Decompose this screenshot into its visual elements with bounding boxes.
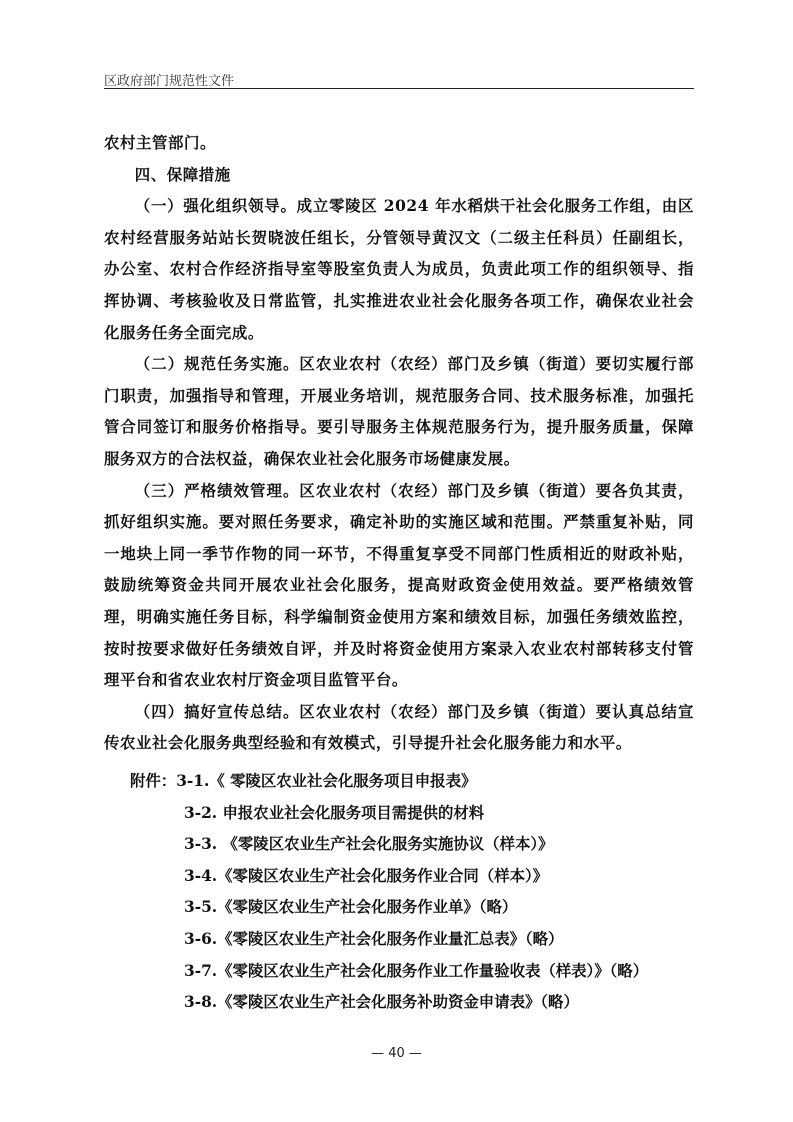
body-paragraph: （一）强化组织领导。成立零陵区 2024 年水稻烘干社会化服务工作组，由区农村经营服务站站长贺晓波任组长，分管领导黄汉文（二级主任科员）任副组长，办公室、农村合作经济指导室等股室负责人为成员，负责此项工作的组织领导、指挥协调、考核验收及日常监管，扎实推进农业社会化服务各项工作，确保农业社会化服务任务全面完成。 (104, 197, 694, 342)
body-paragraph: （三）严格绩效管理。区农业农村（农经）部门及乡镇（街道）要各负其责，抓好组织实施。要对照任务要求，确定补助的实施区域和范围。严禁重复补贴，同一地块上同一季节作物的同一环节，不得重复享受不同部门性质相近的财政补贴，鼓励统筹资金共同开展农业社会化服务，提高财政资金使用效益。要严格绩效管理，明确实施任务目标，科学编制资金使用方案和绩效目标，加强任务绩效监控，按时按要求做好任务绩效自评，并及时将资金使用方案录入农业农村部转移支付管理平台和省农业农村厅资金项目监管平台。 (104, 481, 694, 690)
attachment-item: 3-4.《零陵区农业生产社会化服务作业合同（样本）》 (184, 866, 549, 885)
document-body (104, 128, 694, 760)
page-number: — 40 — (371, 1046, 422, 1061)
attachment-list (104, 766, 694, 1019)
body-paragraph: （二）规范任务实施。区农业农村（农经）部门及乡镇（街道）要切实履行部门职责，加强指导和管理，开展业务培训，规范服务合同、技术服务标准，加强托管合同签订和服务价格指导。要引导服务主体规范服务行为，提升服务质量，保障服务双方的合法权益，确保农业社会化服务市场健康发展。 (104, 355, 694, 468)
section-heading: 四、保障措施 (134, 165, 231, 184)
attachment-label: 附件： (130, 772, 177, 790)
attachment-item (104, 766, 694, 798)
header-divider (104, 88, 694, 89)
attachment-item: 3-8.《零陵区农业生产社会化服务补助资金申请表》（略） (184, 993, 579, 1012)
attachment-item: 3-5.《零陵区农业生产社会化服务作业单》（略） (184, 898, 518, 917)
attachment-item: 3-7.《零陵区农业生产社会化服务作业工作量验收表（样表）》（略） (184, 961, 649, 980)
attachment-item: 3-6.《零陵区农业生产社会化服务作业量汇总表》（略） (184, 929, 564, 948)
attachment-title: 3-1.《 零陵区农业社会化服务项目申报表》 (176, 772, 477, 790)
attachment-item: 3-3. 《零陵区农业生产社会化服务实施协议（样本）》 (184, 835, 554, 854)
body-paragraph: 农村主管部门。 (104, 134, 216, 152)
running-header: 区政府部门规范性文件 (104, 74, 235, 89)
attachment-item: 3-2. 申报农业社会化服务项目需提供的材料 (184, 803, 485, 822)
body-paragraph: （四）搞好宣传总结。区农业农村（农经）部门及乡镇（街道）要认真总结宣传农业社会化服务典型经验和有效模式，引导提升社会化服务能力和水平。 (104, 702, 694, 753)
